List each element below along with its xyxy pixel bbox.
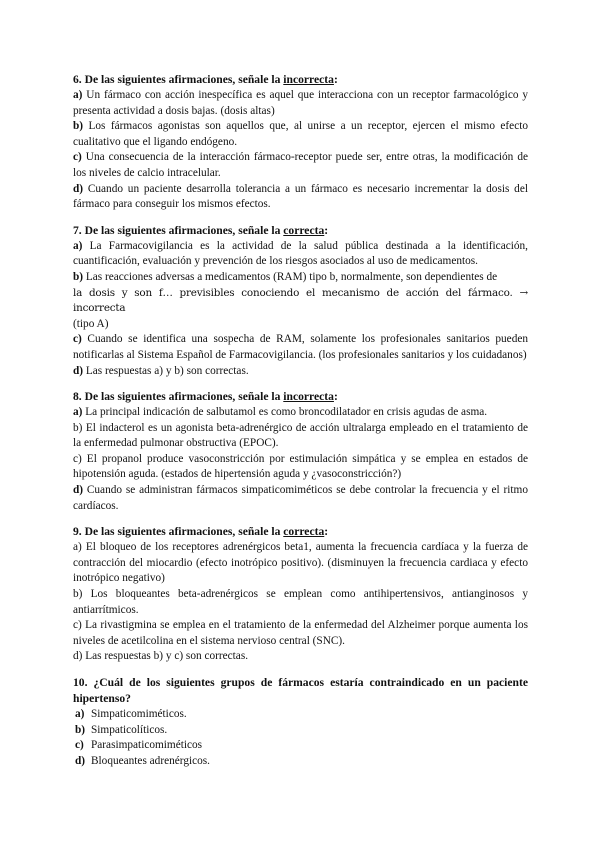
question-9 bbox=[73, 524, 528, 665]
option-text: Los fármacos agonistas son aquellos que, al unirse a un receptor, ejercen el mismo efecto cualitativo que el ligando endógeno. bbox=[73, 120, 528, 148]
question-title bbox=[73, 389, 528, 405]
option-c bbox=[73, 618, 528, 649]
question-8 bbox=[73, 389, 528, 514]
option-text: Cuando se administran fármacos simpaticomiméticos se debe controlar la frecuencia y el ritmo cardíacos. bbox=[73, 484, 528, 512]
option-b-tail: (tipo A) bbox=[73, 317, 109, 330]
question-title bbox=[73, 72, 528, 88]
option-letter: a) bbox=[73, 89, 83, 101]
option-b-continuation: la dosis y son f… previsibles conociendo el mecanismo de acción del fármaco. → incorrecta bbox=[73, 286, 528, 315]
option-text: a) El bloqueo de los receptores adrenérgicos beta1, aumenta la frecuencia cardíaca y la fuerza de contracción del miocardio (efecto inotrópico positivo). (disminuyen la frecuencia cardiaca y efecto inotrópico negativo) bbox=[73, 541, 528, 585]
option-text: Cuando se identifica una sospecha de RAM, solamente los profesionales sanitarios pueden notificarlas al Sistema Español de Farmacovigilancia. (los profesionales sanitarios y los cuidadanos) bbox=[73, 333, 528, 361]
option-text: Cuando un paciente desarrolla tolerancia a un fármaco es necesario incrementar la dosis del fármaco para conseguir los mismos efectos. bbox=[73, 182, 528, 211]
option-b bbox=[73, 587, 528, 618]
question-6 bbox=[73, 72, 528, 213]
option-text: c) El propanol produce vasoconstricción por estimulación simpática y se emplea en estados de hipotensión aguda. (estados de hipertensión aguda y ¿vasoconstricción?) bbox=[73, 452, 528, 481]
option-a bbox=[73, 540, 528, 587]
option-b bbox=[73, 723, 528, 739]
option-text: Una consecuencia de la interacción fármaco-receptor puede ser, entre otras, la modificación de los niveles de calcio intracelular. bbox=[73, 151, 528, 179]
option-letter: b) bbox=[73, 120, 84, 133]
option-d bbox=[73, 483, 528, 514]
option-d bbox=[73, 649, 528, 665]
title-colon: : bbox=[333, 73, 338, 86]
question-7 bbox=[73, 223, 528, 379]
option-letter: d) bbox=[73, 182, 84, 195]
option-text: Un fármaco con acción inespecífica es aquel que interacciona con un receptor farmacológico y presenta actividad a dosis bajas. (dosis altas) bbox=[73, 89, 528, 117]
title-text: 8. De las siguientes afirmaciones, señale la bbox=[73, 390, 284, 404]
question-10 bbox=[73, 675, 528, 769]
option-letter: a) bbox=[73, 406, 83, 419]
option-letter: c) bbox=[75, 739, 84, 752]
option-b bbox=[73, 421, 528, 452]
option-letter: c) bbox=[73, 151, 82, 164]
option-letter: c) bbox=[73, 333, 82, 346]
option-text: La Farmacovigilancia es la actividad de la salud pública destinada a la identificación, cuantificación, evaluación y prevención de los riesgos asociados al uso de medicamentos. bbox=[73, 239, 528, 268]
option-c bbox=[73, 150, 528, 181]
option-b bbox=[73, 119, 528, 150]
title-text: 9. De las siguientes afirmaciones, señale la bbox=[73, 525, 284, 539]
option-text: d) Las respuestas b) y c) son correctas. bbox=[73, 650, 249, 663]
title-keyword: correcta bbox=[283, 525, 325, 539]
option-c bbox=[73, 738, 528, 754]
title-colon: : bbox=[324, 223, 329, 237]
option-letter: b) bbox=[75, 723, 86, 736]
option-a bbox=[73, 707, 528, 723]
option-text: Bloqueantes adrenérgicos. bbox=[91, 754, 210, 767]
option-a bbox=[73, 405, 528, 421]
title-colon: : bbox=[324, 525, 329, 539]
title-keyword: incorrecta bbox=[283, 390, 334, 404]
option-text: Simpaticolíticos. bbox=[91, 723, 168, 736]
option-letter: d) bbox=[73, 484, 84, 497]
document-page bbox=[73, 72, 528, 779]
option-c bbox=[73, 452, 528, 483]
question-title bbox=[73, 524, 528, 540]
option-text: Parasimpaticomiméticos bbox=[91, 739, 203, 752]
question-title bbox=[73, 223, 528, 239]
question-title: 10. ¿Cuál de los siguientes grupos de fármacos estaría contraindicado en un paciente hipertenso? bbox=[73, 676, 528, 705]
option-letter: d) bbox=[75, 754, 86, 767]
option-text: Las respuestas a) y b) son correctas. bbox=[83, 364, 249, 377]
option-d bbox=[73, 754, 528, 770]
option-letter: a) bbox=[75, 708, 85, 720]
title-keyword: correcta bbox=[283, 223, 325, 237]
option-c bbox=[73, 332, 528, 363]
option-text: Simpaticomiméticos. bbox=[91, 708, 187, 720]
title-text: 6. De las siguientes afirmaciones, señale la bbox=[73, 73, 284, 86]
option-a bbox=[73, 239, 528, 270]
option-letter: b) bbox=[73, 270, 84, 283]
title-keyword: incorrecta bbox=[283, 73, 334, 86]
title-colon: : bbox=[333, 390, 338, 404]
option-a bbox=[73, 88, 528, 119]
option-text: b) El indacterol es un agonista beta-adrenérgico de acción ultralarga empleado en el tratamiento de la enfermedad pulmonar obstructiva (EPOC). bbox=[73, 421, 528, 450]
option-b bbox=[73, 270, 528, 286]
option-d bbox=[73, 182, 528, 213]
option-text: c) La rivastigmina se emplea en el tratamiento de la enfermedad del Alzheimer porque aumenta los niveles de acetilcolina en el sistema nervioso central (SNC). bbox=[73, 619, 528, 647]
option-text: Las reacciones adversas a medicamentos (RAM) tipo b, normalmente, son dependientes de bbox=[83, 270, 498, 283]
option-letter: d) bbox=[73, 364, 84, 377]
option-d bbox=[73, 364, 528, 380]
title-text: 7. De las siguientes afirmaciones, señale la bbox=[73, 223, 284, 237]
option-letter: a) bbox=[73, 239, 83, 252]
option-text: La principal indicación de salbutamol es como broncodilatador en crisis agudas de asma. bbox=[82, 406, 488, 419]
option-text: b) Los bloqueantes beta-adrenérgicos se emplean como antihipertensivos, antianginosos y antiarrítmicos. bbox=[73, 588, 528, 616]
